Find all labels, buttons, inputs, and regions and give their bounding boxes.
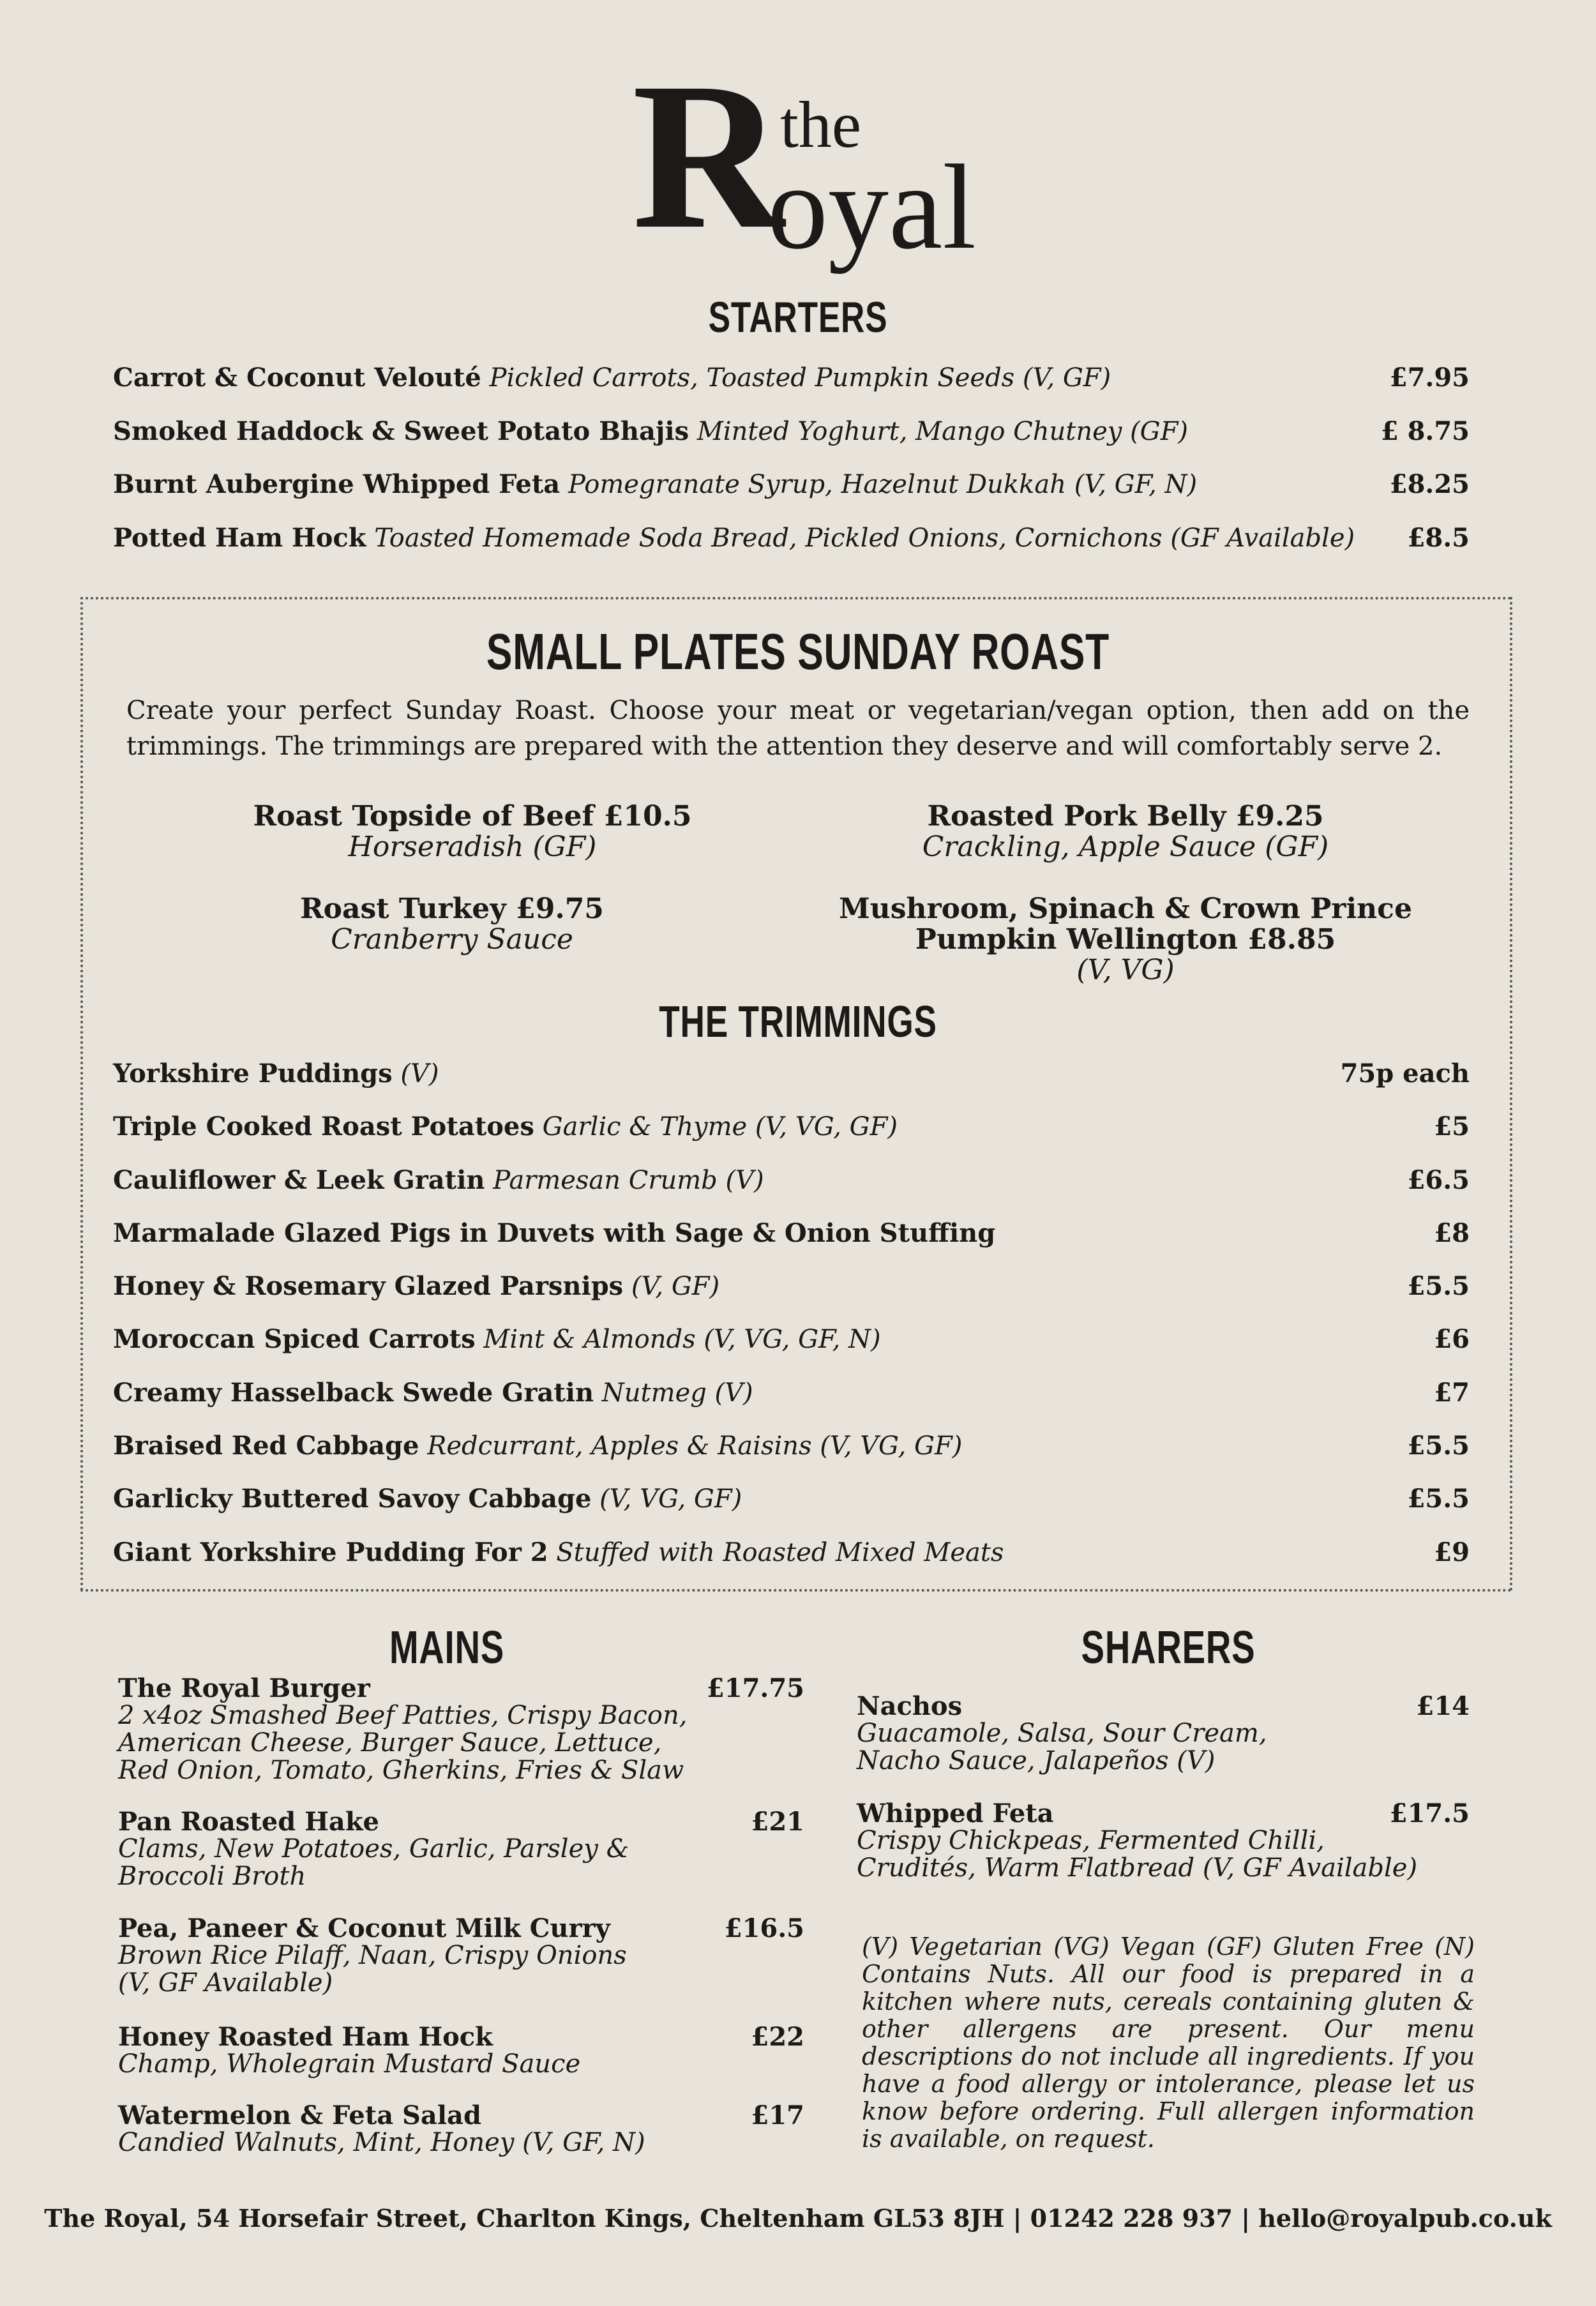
sharers-heading: SHARERS — [1081, 1622, 1256, 1673]
item-price: 75p each — [1340, 1059, 1470, 1089]
item-desc: Stuffed with Roasted Mixed Meats — [556, 1538, 1004, 1567]
item-desc: (V, GF) — [631, 1272, 720, 1301]
item-desc: Pomegranate Syrup, Hazelnut Dukkah (V, GF, N) — [568, 470, 1198, 499]
item-name: The Royal Burger — [118, 1673, 370, 1703]
item-desc: Brown Rice Pilaff, Naan, Crispy Onions — [118, 1941, 627, 1970]
trimming-item — [113, 1112, 1470, 1151]
item-name: Burnt Aubergine Whipped Feta — [113, 469, 561, 499]
item-desc: Minted Yoghurt, Mango Chutney (GF) — [696, 417, 1188, 446]
item-name: Pan Roasted Hake — [118, 1807, 379, 1837]
item-name: Nachos — [857, 1691, 963, 1721]
item-desc: Crudités, Warm Flatbread (V, GF Available) — [857, 1853, 1418, 1883]
item-desc: Clams, New Potatoes, Garlic, Parsley & — [118, 1834, 629, 1864]
logo-rest: oyal — [767, 140, 977, 275]
item-desc: Redcurrant, Apples & Raisins (V, VG, GF) — [427, 1431, 963, 1461]
roast-option-desc: (V, VG) — [1076, 954, 1175, 986]
sunday-roast-intro: Create your perfect Sunday Roast. Choose your meat or vegetarian/vegan option, then add on the trimmings. The trimmings are prepared with the attention they deserve and will comfortably serve 2. — [126, 696, 1470, 761]
item-desc: Pickled Carrots, Toasted Pumpkin Seeds (V, GF) — [489, 363, 1111, 393]
mains-heading: MAINS — [389, 1622, 505, 1673]
item-price: £17 — [751, 2100, 804, 2130]
trimming-item — [113, 1324, 1470, 1364]
roast-option — [813, 894, 1438, 986]
item-price: £7 — [1434, 1378, 1470, 1408]
item-price: £22 — [751, 2022, 804, 2052]
item-price: £8 — [1434, 1218, 1470, 1248]
item-price: £7.95 — [1389, 363, 1470, 393]
roast-option-name: Roast Topside of Beef £10.5 — [253, 800, 692, 833]
item-name: Honey & Rosemary Glazed Parsnips — [113, 1271, 624, 1301]
item-desc: American Cheese, Burger Sauce, Lettuce, — [118, 1728, 662, 1758]
starters-heading: STARTERS — [708, 293, 888, 342]
item-desc: Nutmeg (V) — [601, 1378, 753, 1408]
item-desc: Toasted Homemade Soda Bread, Pickled Onions, Cornichons (GF Available) — [374, 524, 1355, 553]
main-item — [118, 1915, 804, 1997]
trimming-item — [113, 1378, 1470, 1417]
allergen-note: (V) Vegetarian (VG) Vegan (GF) Gluten Free (N) Contains Nuts. All our food is prepared in a kitchen where nuts, cereals containing gluten & other allergens are present. Our menu descriptions do not include all ingredients. If you have a food allergy or intolerance, please let us know before ordering. Full allergen information is available, on request. — [862, 1933, 1475, 2153]
roast-option-name-line2: Pumpkin Wellington £8.85 — [915, 923, 1336, 956]
item-desc: Crispy Chickpeas, Fermented Chilli, — [857, 1826, 1325, 1855]
logo-initial: R — [632, 40, 785, 273]
roast-option-desc: Crackling, Apple Sauce (GF) — [922, 831, 1329, 863]
roast-option-name: Roasted Pork Belly £9.25 — [927, 800, 1324, 833]
item-name: Honey Roasted Ham Hock — [118, 2022, 493, 2052]
trimming-item — [113, 1165, 1470, 1205]
item-name: Giant Yorkshire Pudding For 2 — [113, 1537, 548, 1567]
item-price: £9 — [1434, 1537, 1470, 1567]
main-item — [118, 2102, 804, 2157]
item-desc: Garlic & Thyme (V, VG, GF) — [542, 1112, 898, 1142]
starter-item — [113, 469, 1470, 509]
main-item — [118, 1808, 804, 1890]
item-price: £8.25 — [1389, 469, 1470, 499]
item-price: £17.75 — [706, 1673, 804, 1703]
roast-option — [813, 801, 1438, 863]
item-name: Yorkshire Puddings — [113, 1059, 393, 1089]
roast-option-name: Roast Turkey £9.75 — [300, 893, 604, 925]
item-price: £6 — [1434, 1324, 1470, 1354]
item-desc: (V) — [400, 1059, 439, 1089]
starter-item — [113, 416, 1470, 456]
item-price: £21 — [751, 1807, 804, 1837]
trimming-item — [113, 1271, 1470, 1311]
item-desc: Guacamole, Salsa, Sour Cream, — [857, 1719, 1267, 1748]
logo-the: the — [780, 88, 862, 162]
item-desc: Parmesan Crumb (V) — [493, 1166, 764, 1195]
item-price: £14 — [1416, 1691, 1470, 1721]
item-price: £5.5 — [1407, 1271, 1470, 1301]
item-name: Garlicky Buttered Savoy Cabbage — [113, 1484, 592, 1514]
sharer-item — [857, 1692, 1470, 1775]
item-name: Smoked Haddock & Sweet Potato Bhajis — [113, 416, 689, 446]
trimming-item — [113, 1431, 1470, 1470]
item-desc: Champ, Wholegrain Mustard Sauce — [118, 2049, 581, 2079]
item-price: £5.5 — [1407, 1431, 1470, 1461]
item-price: £5 — [1434, 1112, 1470, 1142]
trimming-item — [113, 1218, 1470, 1258]
roast-option — [139, 894, 765, 955]
item-desc: (V, GF Available) — [118, 1968, 333, 1998]
footer-contact: The Royal, 54 Horsefair Street, Charlton Kings, Cheltenham GL53 8JH | 01242 228 937 | hello@royalpub.co.uk — [44, 2204, 1552, 2233]
item-desc: (V, VG, GF) — [599, 1484, 742, 1514]
item-price: £8.5 — [1407, 523, 1470, 553]
item-name: Watermelon & Feta Salad — [118, 2100, 481, 2130]
trimming-item — [113, 1537, 1470, 1577]
item-desc: Candied Walnuts, Mint, Honey (V, GF, N) — [118, 2128, 645, 2157]
item-desc: Red Onion, Tomato, Gherkins, Fries & Slaw — [118, 1756, 684, 1785]
trimming-item — [113, 1484, 1470, 1523]
item-name: Triple Cooked Roast Potatoes — [113, 1112, 534, 1142]
item-name: Pea, Paneer & Coconut Milk Curry — [118, 1913, 610, 1943]
item-price: £16.5 — [724, 1913, 804, 1943]
roast-option-name-line1: Mushroom, Spinach & Crown Prince — [839, 893, 1412, 925]
starter-item — [113, 523, 1470, 562]
sharer-item — [857, 1800, 1470, 1882]
main-item — [118, 2023, 804, 2078]
item-desc: 2 x4oz Smashed Beef Patties, Crispy Bacon, — [118, 1701, 688, 1730]
item-price: £6.5 — [1407, 1165, 1470, 1195]
roast-option-desc: Cranberry Sauce — [331, 923, 573, 956]
trimmings-heading: THE TRIMMINGS — [659, 997, 937, 1046]
item-name: Potted Ham Hock — [113, 523, 366, 553]
item-price: £17.5 — [1389, 1798, 1470, 1828]
item-name: Moroccan Spiced Carrots — [113, 1324, 476, 1354]
sunday-roast-heading: SMALL PLATES SUNDAY ROAST — [486, 623, 1110, 680]
item-price: £5.5 — [1407, 1484, 1470, 1514]
item-name: Carrot & Coconut Velouté — [113, 363, 481, 393]
roast-option-desc: Horseradish (GF) — [348, 831, 597, 863]
item-name: Cauliflower & Leek Gratin — [113, 1165, 485, 1195]
item-name: Creamy Hasselback Swede Gratin — [113, 1378, 594, 1408]
item-desc: Nacho Sauce, Jalapeños (V) — [857, 1746, 1216, 1775]
item-name: Marmalade Glazed Pigs in Duvets with Sage & Onion Stuffing — [113, 1218, 996, 1248]
item-desc: Mint & Almonds (V, VG, GF, N) — [483, 1325, 881, 1354]
starter-item — [113, 363, 1470, 402]
item-desc: Broccoli Broth — [118, 1862, 306, 1891]
trimming-item — [113, 1059, 1470, 1098]
item-name: Whipped Feta — [857, 1798, 1054, 1828]
main-item — [118, 1675, 804, 1784]
roast-option — [160, 801, 785, 863]
logo — [632, 40, 977, 275]
item-price: £ 8.75 — [1380, 416, 1470, 446]
item-name: Braised Red Cabbage — [113, 1431, 419, 1461]
